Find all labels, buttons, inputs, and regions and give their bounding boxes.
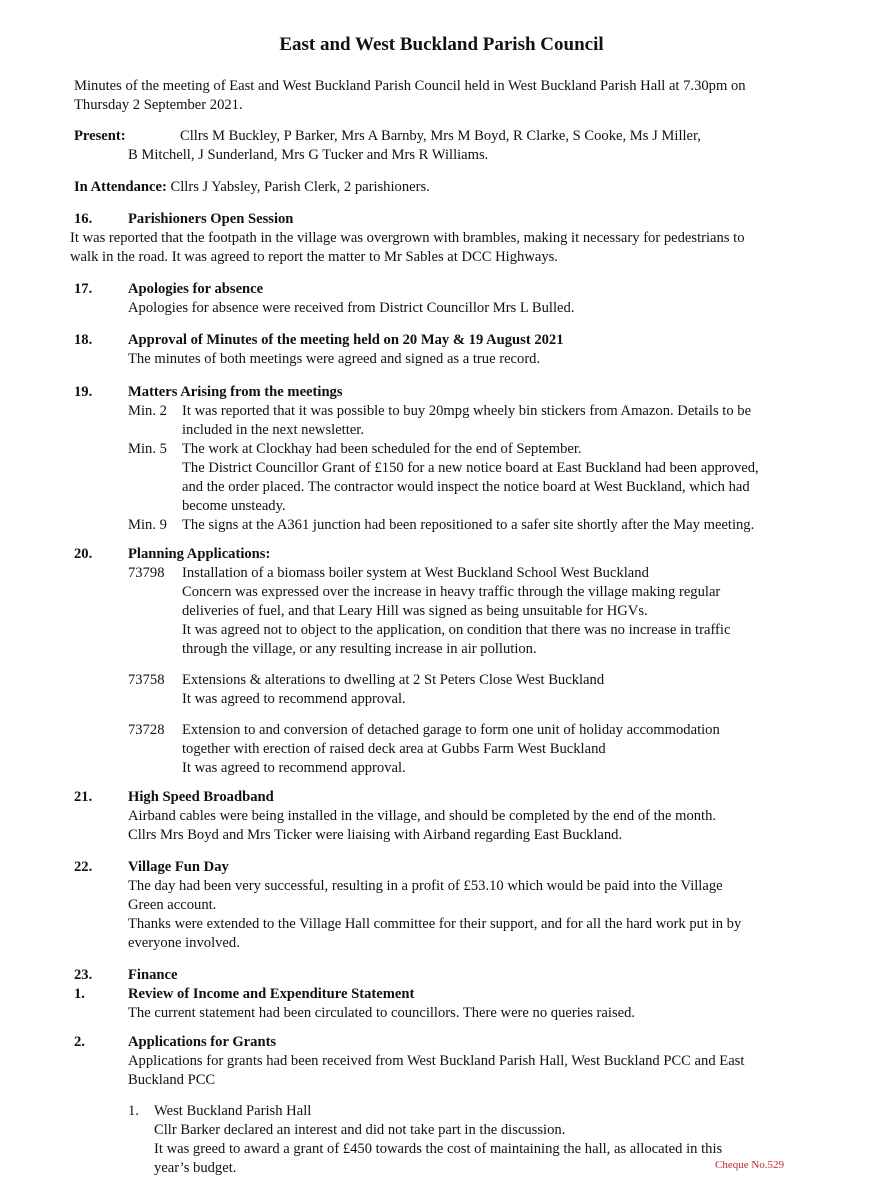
section-number: 16. xyxy=(74,211,93,227)
section-number: 17. xyxy=(74,281,93,297)
section-line: Green account. xyxy=(128,897,217,913)
section-heading: High Speed Broadband xyxy=(128,789,274,805)
present-list xyxy=(74,127,844,165)
minute-ref: Min. 5 xyxy=(128,441,167,457)
minute-line: and the order placed. The contractor would inspect the notice board at West Buckland, which had xyxy=(182,479,750,495)
present-line: Cllrs M Buckley, P Barker, Mrs A Barnby, Mrs M Boyd, R Clarke, S Cooke, Ms J Miller, xyxy=(180,128,701,144)
section-number: 22. xyxy=(74,859,93,875)
section-line: The minutes of both meetings were agreed and signed as a true record. xyxy=(128,351,541,367)
section-18 xyxy=(74,331,844,369)
application-line: Concern was expressed over the increase in heavy traffic through the village making regular xyxy=(182,584,721,600)
section-22 xyxy=(74,858,844,953)
application-ref: 73798 xyxy=(128,565,165,581)
section-number: 21. xyxy=(74,789,93,805)
item-line: The current statement had been circulated to councillors. There were no queries raised. xyxy=(128,1005,636,1021)
application-line: It was agreed not to object to the application, on condition that there was no increase in traffic xyxy=(182,622,731,638)
minute-line: The District Councillor Grant of £150 for a new notice board at East Buckland had been approved, xyxy=(182,460,759,476)
minute-ref: Min. 2 xyxy=(128,403,167,419)
finance-item-1 xyxy=(74,985,844,1023)
attendance xyxy=(74,178,844,197)
item-heading: Applications for Grants xyxy=(128,1034,277,1050)
section-heading: Parishioners Open Session xyxy=(128,211,294,227)
application-line: through the village, or any resulting increase in air pollution. xyxy=(182,641,537,657)
present-label: Present: xyxy=(74,128,126,144)
section-23 xyxy=(74,966,844,985)
cheque-annotation: Cheque No.529 xyxy=(715,1159,785,1171)
minute-line: The work at Clockhay had been scheduled for the end of September. xyxy=(182,441,582,457)
section-17 xyxy=(74,280,844,318)
grant-number: 1. xyxy=(128,1103,139,1119)
section-heading: Approval of Minutes of the meeting held on 20 May & 19 August 2021 xyxy=(128,332,564,348)
section-heading: Apologies for absence xyxy=(128,281,264,297)
attendance-label: In Attendance: xyxy=(74,179,167,195)
section-line: walk in the road. It was agreed to report the matter to Mr Sables at DCC Highways. xyxy=(70,249,558,265)
section-number: 19. xyxy=(74,384,93,400)
matter-min-5 xyxy=(128,440,844,516)
application-ref: 73728 xyxy=(128,722,165,738)
intro-line: Thursday 2 September 2021. xyxy=(74,97,243,113)
minute-line: It was reported that it was possible to buy 20mpg wheely bin stickers from Amazon. Details to be xyxy=(182,403,752,419)
minute-line: The signs at the A361 junction had been repositioned to a safer site shortly after the May meeting. xyxy=(182,517,755,533)
section-line: Thanks were extended to the Village Hall committee for their support, and for all the hard work put in by xyxy=(128,916,742,932)
application-line: deliveries of fuel, and that Leary Hill was signed as being unsuitable for HGVs. xyxy=(182,603,648,619)
item-number: 2. xyxy=(74,1034,85,1050)
section-21 xyxy=(74,788,844,845)
application-line: It was agreed to recommend approval. xyxy=(182,691,406,707)
section-line: everyone involved. xyxy=(128,935,240,951)
section-number: 20. xyxy=(74,546,93,562)
item-heading: Review of Income and Expenditure Statement xyxy=(128,986,415,1002)
matter-min-2 xyxy=(128,402,844,440)
matter-min-9 xyxy=(128,516,844,535)
section-line: The day had been very successful, resulting in a profit of £53.10 which would be paid into the Village xyxy=(128,878,723,894)
application-line: It was agreed to recommend approval. xyxy=(182,760,406,776)
application-line: Installation of a biomass boiler system at West Buckland School West Buckland xyxy=(182,565,649,581)
application-ref: 73758 xyxy=(128,672,165,688)
section-heading: Finance xyxy=(128,967,178,983)
planning-application-73728 xyxy=(128,721,844,778)
item-number: 1. xyxy=(74,986,85,1002)
item-line: Buckland PCC xyxy=(128,1072,216,1088)
section-line: It was reported that the footpath in the village was overgrown with brambles, making it necessary for pedestrians to xyxy=(70,230,745,246)
minute-ref: Min. 9 xyxy=(128,517,167,533)
intro-paragraph xyxy=(74,77,844,115)
section-19 xyxy=(74,383,844,535)
planning-application-73758 xyxy=(128,671,844,709)
grant-line: year’s budget. xyxy=(154,1160,237,1176)
intro-line: Minutes of the meeting of East and West Buckland Parish Council held in West Buckland Parish Hall at 7.30pm on xyxy=(74,78,746,94)
attendance-text: Cllrs J Yabsley, Parish Clerk, 2 parishioners. xyxy=(166,179,430,195)
grant-line: It was greed to award a grant of £450 towards the cost of maintaining the hall, as allocated in this xyxy=(154,1141,723,1157)
section-20 xyxy=(74,545,844,778)
application-line: together with erection of raised deck area at Gubbs Farm West Buckland xyxy=(182,741,606,757)
minute-line: included in the next newsletter. xyxy=(182,422,364,438)
minute-line: become unsteady. xyxy=(182,498,286,514)
section-heading: Village Fun Day xyxy=(128,859,229,875)
section-line: Apologies for absence were received from District Councillor Mrs L Bulled. xyxy=(128,300,575,316)
grant-line: Cllr Barker declared an interest and did not take part in the discussion. xyxy=(154,1122,566,1138)
section-number: 23. xyxy=(74,967,93,983)
section-heading: Matters Arising from the meetings xyxy=(128,384,343,400)
section-heading: Planning Applications: xyxy=(128,546,271,562)
item-line: Applications for grants had been received from West Buckland Parish Hall, West Buckland PCC and East xyxy=(128,1053,745,1069)
application-line: Extension to and conversion of detached garage to form one unit of holiday accommodation xyxy=(182,722,720,738)
section-16 xyxy=(70,210,844,267)
section-line: Cllrs Mrs Boyd and Mrs Ticker were liaising with Airband regarding East Buckland. xyxy=(128,827,623,843)
document-title: East and West Buckland Parish Council xyxy=(279,34,604,55)
section-line: Airband cables were being installed in the village, and should be completed by the end of the month. xyxy=(128,808,717,824)
planning-application-73798 xyxy=(128,564,844,659)
finance-item-2 xyxy=(74,1033,844,1178)
present-line: B Mitchell, J Sunderland, Mrs G Tucker and Mrs R Williams. xyxy=(128,147,489,163)
application-line: Extensions & alterations to dwelling at 2 St Peters Close West Buckland xyxy=(182,672,605,688)
grant-line: West Buckland Parish Hall xyxy=(154,1103,312,1119)
section-number: 18. xyxy=(74,332,93,348)
